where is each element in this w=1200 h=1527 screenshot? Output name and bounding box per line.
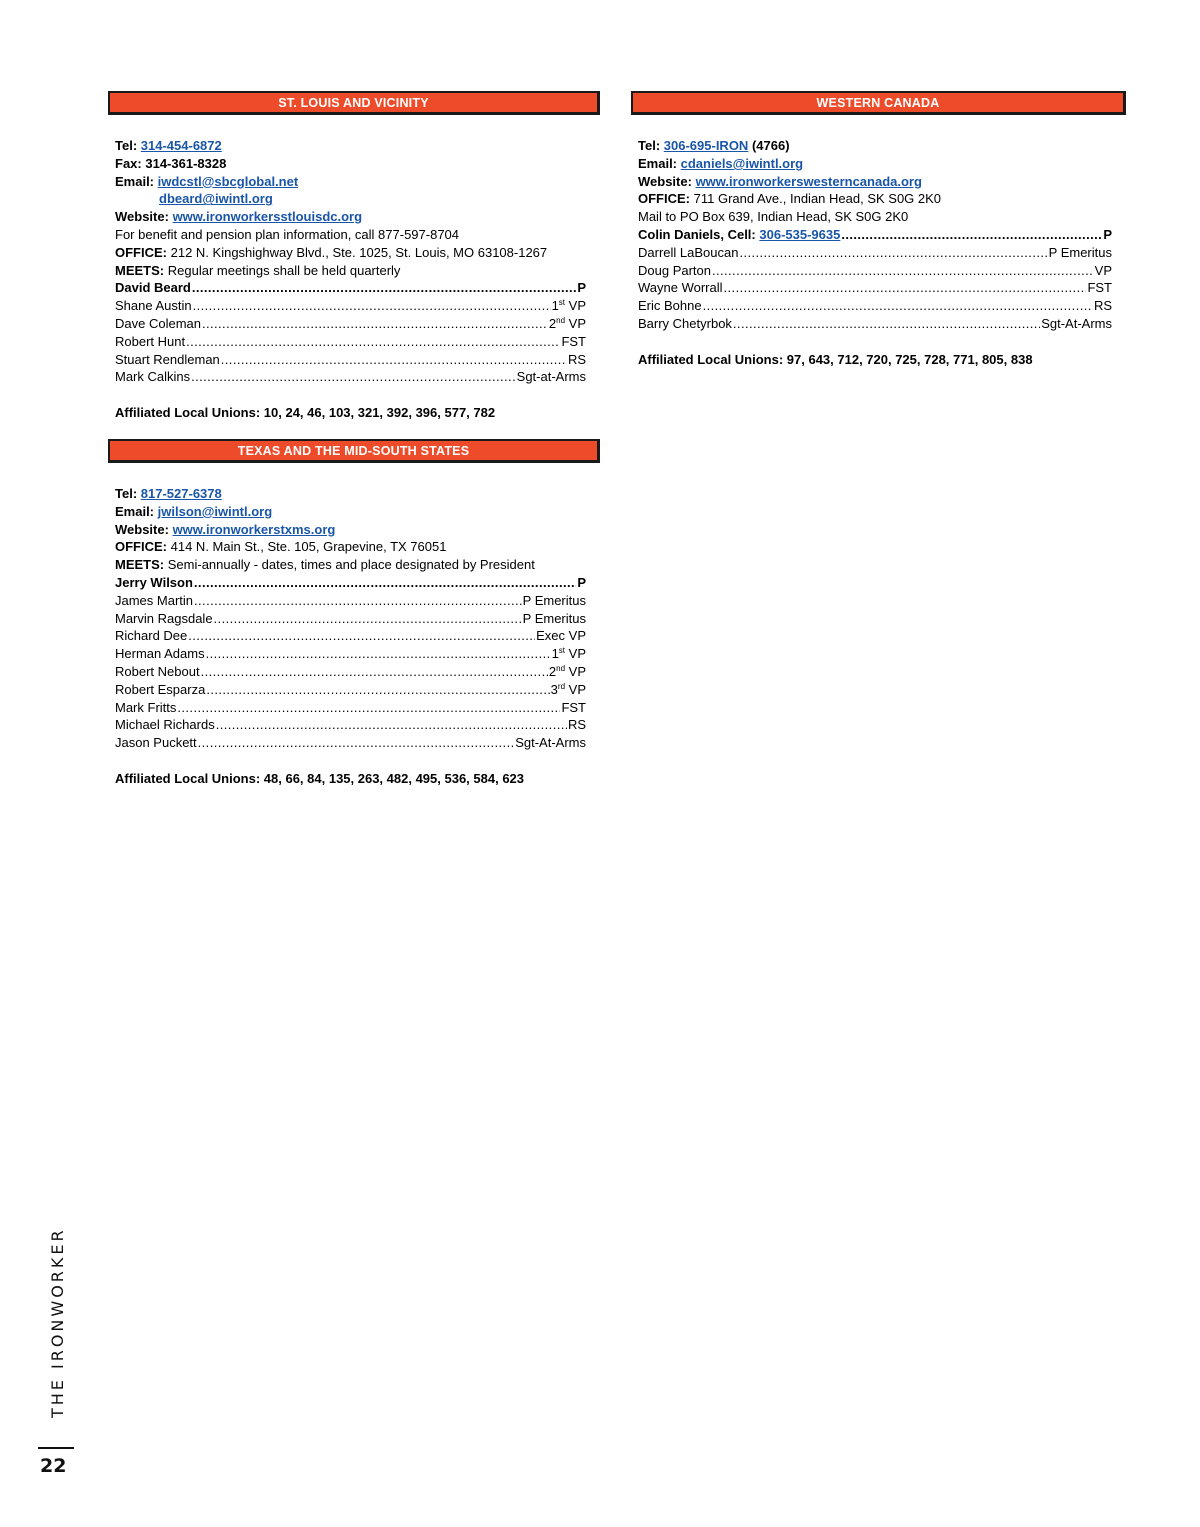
officer-name: Jason Puckett xyxy=(115,735,197,751)
officer-name: Robert Esparza xyxy=(115,681,206,697)
officer-row xyxy=(115,279,586,297)
meets-label: MEETS: xyxy=(115,557,165,573)
officer-list xyxy=(115,279,586,386)
leader-dots xyxy=(202,315,548,333)
officer-row xyxy=(115,574,586,592)
section-banner xyxy=(108,439,600,463)
email-link[interactable]: jwilson@iwintl.org xyxy=(157,503,273,519)
tel-label: Tel: xyxy=(638,138,661,153)
phone-suffix: (4766) xyxy=(751,138,790,153)
meets-info: Semi-annually - dates, times and place designated by President xyxy=(167,557,535,573)
website-label: Website: xyxy=(115,521,169,537)
email-link[interactable]: dbeard@iwintl.org xyxy=(159,191,273,207)
office-label: OFFICE: xyxy=(638,191,690,207)
leader-dots xyxy=(214,610,522,628)
leader-dots xyxy=(198,734,515,752)
officer-title: FST xyxy=(1087,280,1112,296)
affiliated-unions: Affiliated Local Unions: 97, 643, 712, 720, 725, 728, 771, 805, 838 xyxy=(638,351,1033,367)
email-label: Email: xyxy=(115,173,155,189)
officer-name: David Beard xyxy=(115,280,191,296)
section-banner xyxy=(108,91,600,115)
officer-title: Exec VP xyxy=(536,628,586,644)
officer-title: P Emeritus xyxy=(522,610,586,626)
officer-name: Mark Fritts xyxy=(115,699,177,715)
email-link[interactable]: iwdcstl@sbcglobal.net xyxy=(157,173,299,189)
officer-title: Sgt-at-Arms xyxy=(516,369,586,385)
tel-label: Tel: xyxy=(115,486,138,501)
officer-row xyxy=(115,663,586,681)
officer-title: P Emeritus xyxy=(1048,244,1112,260)
officer-name: Jerry Wilson xyxy=(115,574,193,590)
leader-dots xyxy=(188,627,535,645)
meets-label: MEETS: xyxy=(115,262,165,278)
website-label: Website: xyxy=(115,209,169,225)
mailing-address: Mail to PO Box 639, Indian Head, SK S0G 2K0 xyxy=(638,209,909,225)
officer-name: Michael Richards xyxy=(115,717,215,733)
officer-title: RS xyxy=(567,351,586,367)
officer-title: 3rd VP xyxy=(550,681,586,697)
officer-row xyxy=(115,716,586,734)
email-link[interactable]: cdaniels@iwintl.org xyxy=(680,155,804,171)
officer-title: VP xyxy=(1094,262,1112,278)
officer-name: James Martin xyxy=(115,592,194,608)
fax-label: Fax: xyxy=(115,155,142,171)
leader-dots xyxy=(192,279,576,297)
officer-row xyxy=(638,244,1112,262)
tel-label: Tel: xyxy=(115,138,138,153)
section-banner xyxy=(631,91,1126,115)
officer-row xyxy=(115,315,586,333)
website-link[interactable]: www.ironworkerswesterncanada.org xyxy=(695,173,922,189)
officer-title: P xyxy=(577,574,586,590)
office-address: 212 N. Kingshighway Blvd., Ste. 1025, St. Louis, MO 63108-1267 xyxy=(170,244,548,260)
officer-list xyxy=(638,244,1112,333)
officer-title: RS xyxy=(1093,298,1112,314)
office-address: 414 N. Main St., Ste. 105, Grapevine, TX 76051 xyxy=(170,539,447,555)
officer-row xyxy=(115,681,586,699)
leader-dots xyxy=(177,699,560,717)
officer-row xyxy=(115,333,586,351)
leader-dots xyxy=(739,244,1047,262)
officer-name: Doug Parton xyxy=(638,262,711,278)
affiliated-unions: Affiliated Local Unions: 48, 66, 84, 135, 263, 482, 495, 536, 584, 623 xyxy=(115,770,525,786)
affiliated-unions: Affiliated Local Unions: 10, 24, 46, 103, 321, 392, 396, 577, 782 xyxy=(115,405,496,421)
section-western-canada xyxy=(631,91,1126,369)
email-label: Email: xyxy=(115,503,155,519)
officer-row xyxy=(115,645,586,663)
officer-name: Robert Nebout xyxy=(115,663,200,679)
officer-title: Sgt-At-Arms xyxy=(515,735,586,751)
officer-list xyxy=(115,574,586,752)
officer-row xyxy=(115,610,586,628)
officer-name: Dave Coleman xyxy=(115,315,201,331)
officer-title: 1st VP xyxy=(551,298,586,314)
leader-dots xyxy=(201,663,548,681)
officer-title: 1st VP xyxy=(551,646,586,662)
officer-name: Colin Daniels, Cell: xyxy=(638,226,756,242)
officer-row xyxy=(115,699,586,717)
meets-info: Regular meetings shall be held quarterly xyxy=(167,262,401,278)
leader-dots xyxy=(841,226,1102,244)
leader-dots xyxy=(216,716,567,734)
section-st-louis xyxy=(108,91,600,422)
leader-dots xyxy=(221,351,567,369)
office-label: OFFICE: xyxy=(115,539,167,555)
officer-row xyxy=(638,315,1112,333)
officer-name: Herman Adams xyxy=(115,646,205,662)
officer-name: Shane Austin xyxy=(115,298,192,314)
leader-dots xyxy=(186,333,560,351)
office-address: 711 Grand Ave., Indian Head, SK S0G 2K0 xyxy=(693,191,942,207)
officer-row xyxy=(638,279,1112,297)
officer-row xyxy=(115,592,586,610)
footer-divider xyxy=(38,1447,74,1449)
phone-link[interactable]: 817-527-6378 xyxy=(140,486,222,501)
website-label: Website: xyxy=(638,173,692,189)
leader-dots xyxy=(724,279,1087,297)
leader-dots xyxy=(191,368,516,386)
officer-name: Wayne Worrall xyxy=(638,280,723,296)
email-label: Email: xyxy=(638,155,678,171)
officer-title: FST xyxy=(561,699,586,715)
officer-row xyxy=(638,262,1112,280)
officer-name: Eric Bohne xyxy=(638,298,702,314)
phone-link[interactable]: 306-695-IRON xyxy=(663,138,749,153)
officer-name: Stuart Rendleman xyxy=(115,351,220,367)
leader-dots xyxy=(206,645,551,663)
leader-dots xyxy=(194,574,576,592)
officer-name: Richard Dee xyxy=(115,628,188,644)
section-title: WESTERN CANADA xyxy=(816,95,940,110)
officer-row xyxy=(115,297,586,315)
officer-title: Sgt-At-Arms xyxy=(1041,315,1112,331)
officer-row xyxy=(115,368,586,386)
officer-title: FST xyxy=(561,333,586,349)
officer-name: Robert Hunt xyxy=(115,333,186,349)
officer-title: P Emeritus xyxy=(522,592,586,608)
leader-dots xyxy=(703,297,1093,315)
website-link[interactable]: www.ironworkersstlouisdc.org xyxy=(172,209,363,225)
section-title: TEXAS AND THE MID-SOUTH STATES xyxy=(237,443,470,458)
officer-row xyxy=(115,351,586,369)
officer-title: P xyxy=(577,280,586,296)
leader-dots xyxy=(733,315,1040,333)
phone-link[interactable]: 306-535-9635 xyxy=(759,226,841,242)
officer-name: Darrell LaBoucan xyxy=(638,244,739,260)
phone-link[interactable]: 314-454-6872 xyxy=(140,138,222,153)
benefit-info: For benefit and pension plan information, call 877-597-8704 xyxy=(115,226,460,242)
leader-dots xyxy=(194,592,522,610)
officer-name: Barry Chetyrbok xyxy=(638,315,732,331)
officer-title: P xyxy=(1103,226,1112,242)
officer-name: Mark Calkins xyxy=(115,369,191,385)
publication-name: THE IRONWORKER xyxy=(48,1227,67,1418)
website-link[interactable]: www.ironworkerstxms.org xyxy=(172,521,336,537)
officer-row xyxy=(115,734,586,752)
section-title: ST. LOUIS AND VICINITY xyxy=(278,95,429,110)
page-number: 22 xyxy=(40,1455,67,1477)
office-label: OFFICE: xyxy=(115,244,167,260)
officer-title: 2nd VP xyxy=(548,663,586,679)
officer-row xyxy=(115,627,586,645)
officer-title: 2nd VP xyxy=(548,315,586,331)
fax-number: 314-361-8328 xyxy=(145,155,227,171)
leader-dots xyxy=(712,262,1094,280)
leader-dots xyxy=(206,681,549,699)
leader-dots xyxy=(193,297,551,315)
officer-name: Marvin Ragsdale xyxy=(115,610,213,626)
officer-row xyxy=(638,226,1112,244)
officer-row xyxy=(638,297,1112,315)
section-texas xyxy=(108,439,600,788)
officer-title: RS xyxy=(567,717,586,733)
